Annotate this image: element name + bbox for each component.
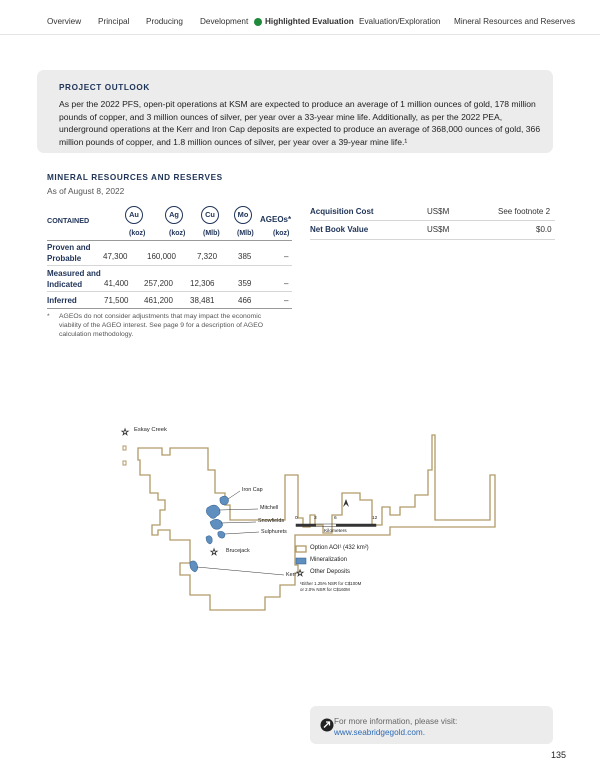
legend-aoi-swatch	[296, 546, 306, 552]
ag-badge: Ag	[165, 206, 183, 224]
cell-inferred-ageo: –	[284, 296, 289, 305]
scale-tick-6: 6	[334, 516, 337, 521]
cell-measured-ageo: –	[284, 279, 289, 288]
legend-note-2: or 2.0% NSR for C$160M	[300, 587, 350, 592]
table-bottom-line	[47, 308, 292, 309]
mitchell-deposit	[206, 505, 220, 519]
acq-bottom-line	[310, 239, 555, 240]
cell-inferred-au: 71,500	[104, 296, 129, 305]
ageo-header: AGEOs*	[260, 215, 292, 224]
more-info-text: For more information, please visit:	[334, 717, 458, 726]
unit-ag: (koz)	[169, 230, 186, 237]
acq-cost-label: Acquisition Cost	[310, 207, 374, 216]
map-label-brucejack: Brucejack	[226, 548, 250, 554]
page-number: 135	[551, 750, 567, 760]
cell-measured-cu: 12,306	[190, 279, 215, 288]
cell-measured-ag: 257,200	[144, 279, 173, 288]
cell-measured-mo: 359	[238, 279, 252, 288]
map-label-sulphurets: Sulphurets	[261, 529, 287, 535]
legend-star-icon: ☆	[296, 568, 305, 578]
legend-other-label: Other Deposits	[310, 569, 351, 575]
map-label-iron-cap: Iron Cap	[242, 487, 263, 493]
project-outlook-body: As per the 2022 PFS, open-pit operations at KSM are expected to produce an average of 1 million ounces of gold, 178 million pounds of copper, and 3 million ounces of silver, per year over a 33-year mine life. Additionally, as per the 2022 PEA, underground operations at the Kerr and Iron Cap deposits are expected to produce an average of 368,000 ounces of gold, 366 million pounds of copper, and 1.8 million ounces of silver, per year over a 39-year mine life.¹	[59, 99, 541, 147]
mo-badge: Mo	[234, 206, 252, 224]
legend-note-1: ¹Either 1.25% NSR for C$100M	[300, 581, 362, 586]
unit-cu: (Mlb)	[203, 230, 220, 237]
map-label-mitchell: Mitchell	[260, 505, 279, 511]
resources-date: As of August 8, 2022	[47, 186, 125, 196]
au-badge: Au	[125, 206, 143, 224]
legend-mineral-label: Mineralization	[310, 557, 348, 563]
acq-cost-unit: US$M	[427, 207, 450, 216]
net-book-label: Net Book Value	[310, 225, 369, 234]
net-book-unit: US$M	[427, 225, 450, 234]
project-outlook-box	[37, 70, 553, 153]
contained-header: CONTAINED	[47, 216, 90, 225]
map-label-eskay: Eskay Creek	[134, 427, 167, 433]
cell-measured-au: 41,400	[104, 279, 129, 288]
cu-badge: Cu	[201, 206, 219, 224]
website-link[interactable]: www.seabridgegold.com.	[334, 728, 426, 737]
resources-title: MINERAL RESOURCES AND RESERVES	[47, 173, 223, 182]
nav-evaluation-exploration[interactable]: Evaluation/Exploration	[359, 17, 441, 26]
acq-divider	[310, 220, 555, 221]
nav-highlighted-evaluation[interactable]: Highlighted Evaluation	[265, 17, 354, 26]
aoi-small-parcel	[123, 446, 126, 450]
top-navigation	[0, 0, 600, 35]
acq-cost-value: See footnote 2	[498, 207, 551, 216]
row-divider	[47, 265, 292, 266]
cell-inferred-cu: 38,481	[190, 296, 215, 305]
scale-tick-3: 3	[314, 516, 317, 521]
aoi-small-parcel	[123, 461, 126, 465]
sulphurets-deposit	[218, 531, 225, 538]
ageo-footnote: * AGEOs do not consider adjustments that may impact the economic viability of the AGEO interest. See page 9 for a description of AGEO calculation methodology.	[47, 313, 264, 338]
table-divider	[47, 240, 292, 241]
cell-inferred-ag: 461,200	[144, 296, 173, 305]
nav-overview[interactable]: Overview	[47, 17, 82, 26]
scale-tick-12: 12	[372, 516, 378, 521]
cell-proven-ag: 160,000	[147, 252, 176, 261]
kerr-deposit	[190, 561, 198, 572]
property-map	[110, 415, 505, 613]
cell-inferred-mo: 466	[238, 296, 252, 305]
row-label-measured: Measured and Indicated	[47, 269, 101, 289]
eskay-star-icon: ☆	[121, 427, 130, 437]
cell-proven-cu: 7,320	[197, 252, 218, 261]
nav-producing[interactable]: Producing	[146, 17, 183, 26]
nav-development[interactable]: Development	[200, 17, 249, 26]
north-arrow-icon	[343, 499, 349, 507]
cell-proven-au: 47,300	[103, 252, 128, 261]
nav-mineral-resources[interactable]: Mineral Resources and Reserves	[454, 17, 576, 26]
brucejack-deposit	[206, 536, 212, 544]
project-outlook-title: PROJECT OUTLOOK	[59, 83, 150, 92]
map-label-kerr: Kerr	[286, 572, 297, 578]
unit-mo: (Mlb)	[237, 230, 254, 237]
nav-principal[interactable]: Principal	[98, 17, 130, 26]
more-info-box	[310, 706, 553, 744]
net-book-value: $0.0	[536, 225, 552, 234]
snowfields-deposit	[210, 519, 223, 529]
active-dot-icon	[254, 18, 262, 26]
unit-ageo: (koz)	[273, 230, 290, 237]
iron-cap-deposit	[220, 496, 229, 505]
map-label-snowfields: Snowfields	[258, 518, 285, 524]
scale-tick-0: 0	[295, 516, 298, 521]
row-divider	[47, 291, 292, 292]
cell-proven-mo: 385	[238, 252, 252, 261]
row-label-inferred: Inferred	[47, 296, 77, 305]
legend-mineral-swatch	[296, 558, 306, 564]
legend-aoi-label: Option AOI¹ (432 km²)	[310, 545, 369, 551]
cell-proven-ageo: –	[284, 252, 289, 261]
link-icon	[320, 718, 334, 732]
brucejack-star-icon: ☆	[210, 547, 219, 557]
unit-au: (koz)	[129, 230, 146, 237]
scale-unit: Kilometers	[324, 529, 347, 534]
row-label-proven: Proven and Probable	[47, 243, 91, 263]
